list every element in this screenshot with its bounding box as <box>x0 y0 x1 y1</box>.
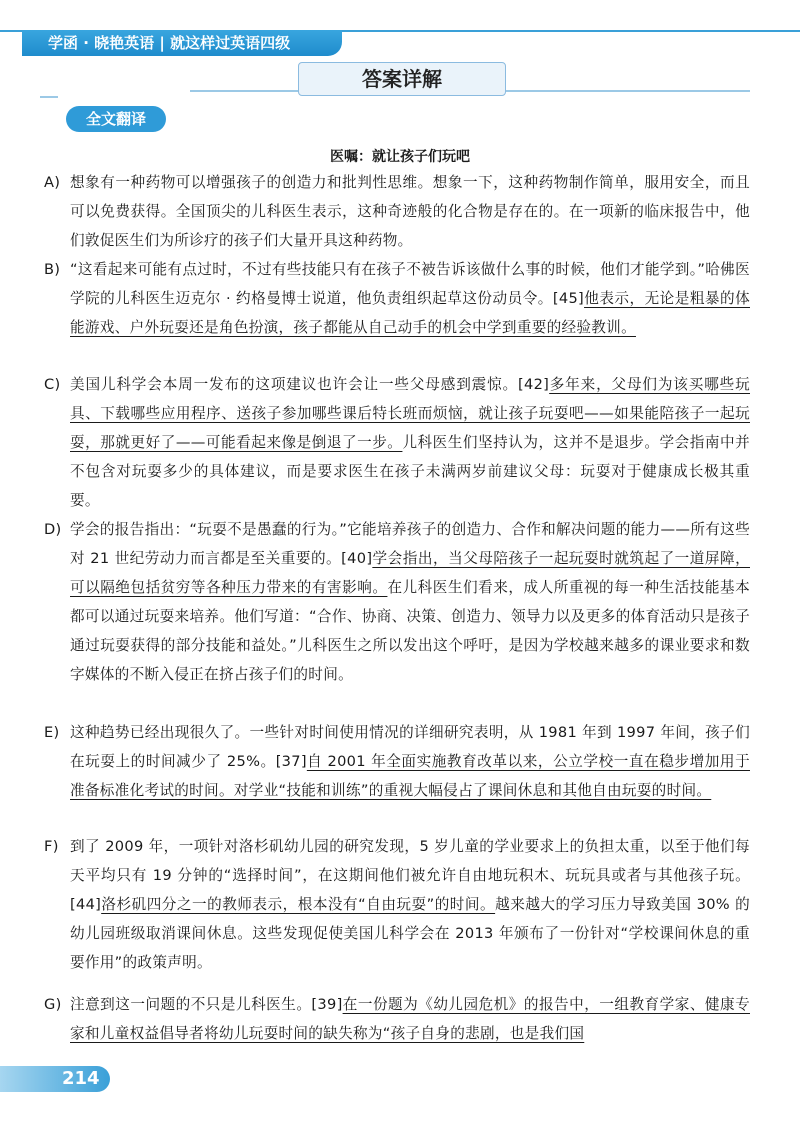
series-title: 学函 · 晓艳英语 | 就这样过英语四级 <box>22 30 342 56</box>
paragraph-letter: G) <box>44 996 62 1013</box>
underlined-answer-text: 洛杉矶四分之一的教师表示，根本没有“自由玩耍”的时间。 <box>101 896 496 913</box>
paragraph-text: 学会的报告指出：“玩耍不是愚蠢的行为。”它能培养孩子的创造力、合作和解决问题的能力——所有这些对 21 世纪劳动力而言都是至关重要的。 <box>70 521 750 567</box>
paragraph-letter: A) <box>44 174 61 191</box>
article-title: 医嘱：就让孩子们玩吧 <box>330 149 470 165</box>
paragraph-text: “这看起来可能有点过时，不过有些技能只有在孩子不被告诉该做什么事的时候，他们才能学到。”哈佛医学院的儿科医生迈克尔 · 约格曼博士说道，他负责组织起草这份动员令。 <box>70 261 750 307</box>
page-number: 214 <box>0 1066 110 1092</box>
paragraph-text: 越来越大的学习压力导致美国 30% 的幼儿园班级取消课间休息。这些发现促使美国儿科学会在 2013 年颁布了一份针对“学校课间休息的重要作用”的政策声明。 <box>70 896 750 971</box>
paragraph-text: 注意到这一问题的不只是儿科医生。 <box>70 996 312 1013</box>
paragraph-f <box>44 832 750 977</box>
underlined-answer-text: 学会指出，当父母陪孩子一起玩耍时就筑起了一道屏障，可以隔绝包括贫穷等各种压力带来的有害影响。 <box>70 550 750 596</box>
paragraph-letter: B) <box>44 261 61 278</box>
paragraph-text: [42] <box>518 376 550 393</box>
paragraph-text: [37] <box>275 753 307 770</box>
paragraph-a <box>44 168 750 255</box>
paragraph-g <box>44 990 750 1048</box>
underlined-answer-text: 他表示，无论是粗暴的体能游戏、户外玩耍还是角色扮演，孩子都能从自己动手的机会中学到重要的经验教训。 <box>70 290 750 336</box>
paragraph-text: 这种趋势已经出现很久了。一些针对时间使用情况的详细研究表明，从 1981 年到 1997 年间，孩子们在玩耍上的时间减少了 25%。 <box>70 724 750 770</box>
answer-title: 答案详解 <box>298 62 506 96</box>
paragraph-text: [44] <box>70 896 102 913</box>
paragraph-text: 美国儿科学会本周一发布的这项建议也许会让一些父母感到震惊。 <box>70 376 518 393</box>
paragraph-c <box>44 370 750 515</box>
underlined-answer-text: 在一份题为《幼儿园危机》的报告中，一组教育学家、健康专家和儿童权益倡导者将幼儿玩耍时间的缺失称为“孩子自身的悲剧，也是我们国 <box>70 996 750 1042</box>
underlined-answer-text: 多年来，父母们为该买哪些玩具、下载哪些应用程序、送孩子参加哪些课后特长班而烦恼，就让孩子玩耍吧——如果能陪孩子一起玩耍，那就更好了——可能看起来像是倒退了一步。 <box>70 376 750 451</box>
section-label: 全文翻译 <box>66 106 166 132</box>
paragraph-letter: D) <box>44 521 62 538</box>
paragraph-text: 在儿科医生们看来，成人所重视的每一种生活技能基本都可以通过玩耍来培养。他们写道：“合作、协商、决策、创造力、领导力以及更多的体育活动只是孩子通过玩耍获得的部分技能和益处。”儿科医生之所以发出这个呼吁，是因为学校越来越多的课业要求和数字媒体的不断入侵正在挤占孩子们的时间。 <box>70 579 750 683</box>
paragraph-text: [45] <box>552 290 585 307</box>
paragraph-letter: C) <box>44 376 61 393</box>
underlined-answer-text: 自 2001 年全面实施教育改革以来，公立学校一直在稳步增加用于准备标准化考试的时间。对学业“技能和训练”的重视大幅侵占了课间休息和其他自由玩耍的时间。 <box>70 753 750 799</box>
paragraph-letter: E) <box>44 724 60 741</box>
paragraph-e <box>44 718 750 805</box>
paragraph-letter: F) <box>44 838 59 855</box>
paragraph-text: 到了 2009 年，一项针对洛杉矶幼儿园的研究发现，5 岁儿童的学业要求上的负担太重，以至于他们每天平均只有 19 分钟的“选择时间”，在这期间他们被允许自由地玩积木、玩玩具或者与其他孩子玩。 <box>70 838 750 884</box>
paragraph-text: [39] <box>311 996 343 1013</box>
paragraph-text: 想象有一种药物可以增强孩子的创造力和批判性思维。想象一下，这种药物制作简单，服用安全，而且可以免费获得。全国顶尖的儿科医生表示，这种奇迹般的化合物是存在的。在一项新的临床报告中，他们敦促医生们为所诊疗的孩子们大量开具这种药物。 <box>70 174 750 249</box>
paragraph-text: [40] <box>341 550 373 567</box>
paragraph-d <box>44 515 750 689</box>
paragraph-b <box>44 255 750 342</box>
top-header <box>0 0 800 30</box>
paragraph-text: 儿科医生们坚持认为，这并不是退步。学会指南中并不包含对玩耍多少的具体建议，而是要求医生在孩子未满两岁前建议父母：玩耍对于健康成长极其重要。 <box>70 434 750 509</box>
divider-left <box>40 96 58 98</box>
